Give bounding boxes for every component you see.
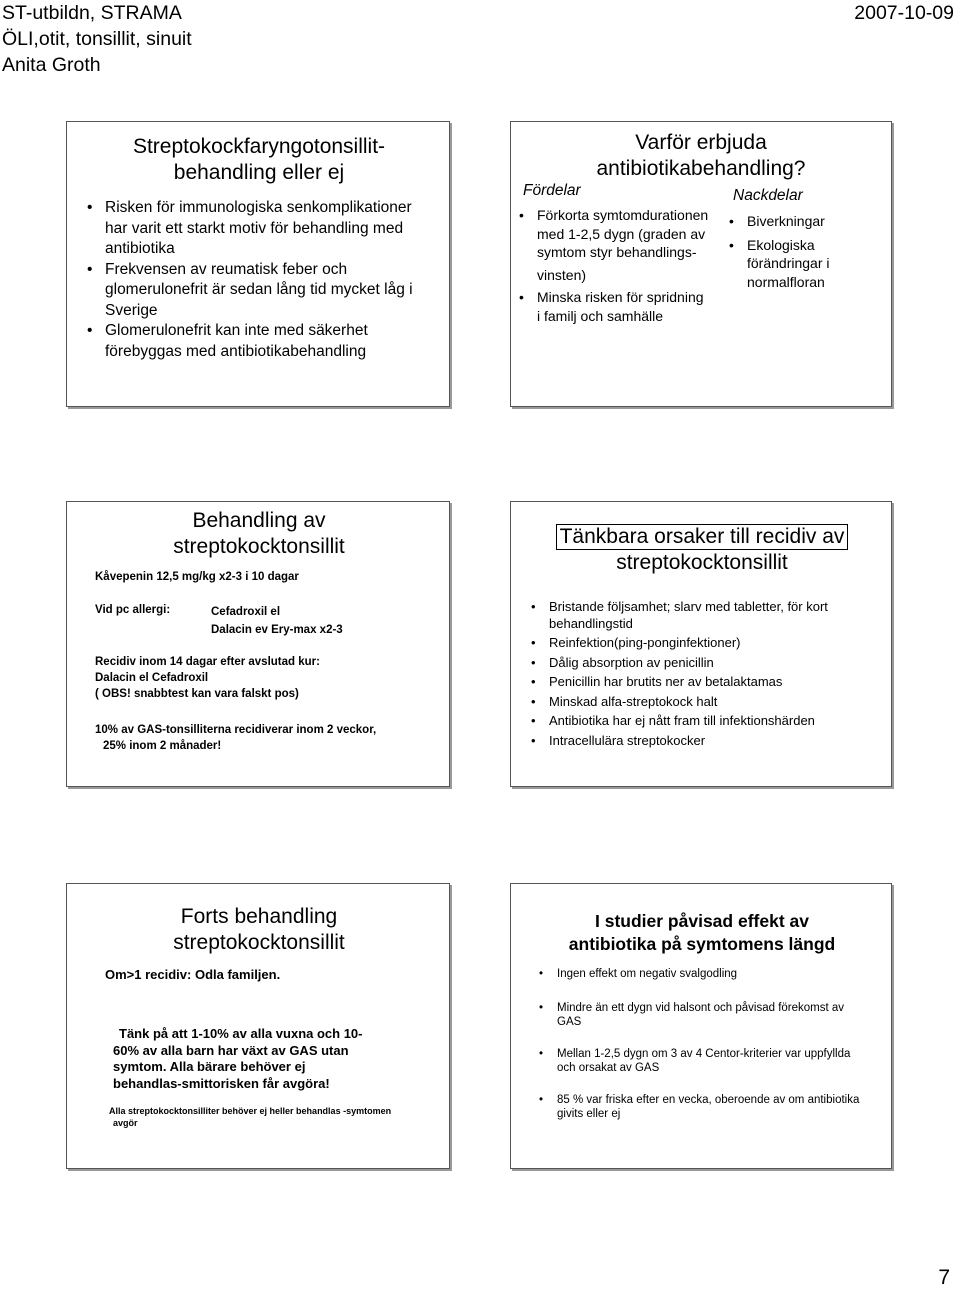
slide-title-line: Streptokockfaryngotonsillit-: [132, 135, 386, 158]
slide-title-line: I studier påvisad effekt av: [595, 911, 809, 931]
bullet-item: • Glomerulonefrit kan inte med säkerhet förebyggas med antibiotikabehandling: [87, 321, 437, 362]
bullet-item: • Förkorta symtomdurationen med 1-2,5 dygn (graden av symtom styr behandlings-: [519, 206, 709, 262]
slide-5: [66, 883, 450, 1169]
slide-title-line: Forts behandling: [180, 905, 338, 928]
small-note: [109, 1105, 391, 1129]
slide-title: [521, 910, 883, 956]
gas-recurrence-note: [95, 722, 376, 754]
header-line-author: Anita Groth: [2, 54, 101, 76]
slide-title-line: behandling eller ej: [173, 161, 345, 184]
bullet-item: • Mellan 1-2,5 dygn om 3 av 4 Centor-kriterier var uppfyllda och orsakat av GAS: [539, 1047, 871, 1076]
slide-title-line: antibiotika på symtomens längd: [568, 934, 836, 954]
paragraph-line: Tänk på att 1-10% av alla vuxna och 10-: [119, 1026, 363, 1041]
slide-3: [66, 501, 450, 787]
bullet-item: • 85 % var friska efter en vecka, oberoende av om antibiotika givits eller ej: [539, 1093, 871, 1122]
cons-heading: Nackdelar: [733, 187, 803, 204]
bullet-item: • Antibiotika har ej nått fram till infektionshärden: [531, 713, 871, 730]
slide-title: [523, 524, 881, 576]
slide-title: [87, 508, 431, 560]
slide-2: [510, 121, 892, 407]
slide-title-line: Varför erbjuda: [635, 131, 767, 154]
pros-heading: Fördelar: [523, 182, 581, 199]
bullet-item: • Intracellulära streptokocker: [531, 733, 871, 750]
gas-line: 10% av GAS-tonsilliterna recidiverar inom 2 veckor,: [95, 724, 377, 736]
bullet-item: • Risken för immunologiska senkomplikationer har varit ett starkt motiv för behandling med antibiotika: [87, 198, 437, 260]
small-note-line: avgör: [113, 1118, 138, 1128]
bullet-item: • Dålig absorption av penicillin: [531, 655, 871, 672]
bullet-list: [87, 198, 437, 362]
recidiv-line: Dalacin el Cefadroxil: [95, 672, 209, 684]
page-number: 7: [938, 1266, 950, 1289]
slide-title-line: Tänkbara orsaker till recidiv av: [556, 524, 849, 550]
recidiv-line: Recidiv inom 14 dagar efter avslutad kur:: [95, 656, 320, 668]
kavepenin-dosage: Kåvepenin 12,5 mg/kg x2-3 i 10 dagar: [95, 571, 299, 583]
pros-continuation: vinsten): [537, 266, 587, 283]
page-header: [2, 0, 192, 78]
bullet-item: • Biverkningar: [729, 212, 879, 231]
bullet-item: • Bristande följsamhet; slarv med tabletter, för kort behandlingstid: [531, 599, 871, 632]
header-line-topic: ÖLI,otit, tonsillit, sinuit: [2, 28, 192, 50]
slide-4: [510, 501, 892, 787]
header-date: 2007-10-09: [854, 2, 954, 24]
slide-title-line: streptokocktonsillit: [173, 535, 345, 558]
bullet-list: [539, 967, 871, 1122]
paragraph-line: symtom. Alla bärare behöver ej: [113, 1059, 306, 1074]
header-line-course: ST-utbildn, STRAMA: [2, 2, 182, 24]
bullet-item: • Penicillin har brutits ner av betalaktamas: [531, 674, 871, 691]
slide-title: [551, 130, 851, 182]
recidiv-line: ( OBS! snabbtest kan vara falskt pos): [95, 688, 299, 700]
bullet-item: • Minska risken för spridning i familj och samhälle: [519, 288, 709, 325]
allergy-line: Dalacin ev Ery-max x2-3: [211, 624, 343, 636]
paragraph-line: 60% av alla barn har växt av GAS utan: [113, 1042, 349, 1058]
slide-title: [127, 904, 391, 956]
pros-list: [519, 288, 709, 325]
slide-1: [66, 121, 450, 407]
small-note-line: Alla streptokocktonsilliter behöver ej heller behandlas -symtomen: [109, 1106, 392, 1116]
slide-title-line: Behandling av: [192, 509, 326, 532]
slide-title: [77, 134, 441, 186]
cons-list: [729, 212, 879, 291]
bullet-list: [531, 599, 871, 749]
bullet-item: • Reinfektion(ping-ponginfektioner): [531, 635, 871, 652]
pros-list: [519, 206, 709, 262]
slide-title-line: streptokocktonsillit: [616, 551, 788, 574]
gas-line: 25% inom 2 månader!: [103, 740, 222, 752]
slide-title-line: antibiotikabehandling?: [596, 157, 806, 180]
allergy-line: Cefadroxil el: [211, 606, 281, 618]
allergy-label: Vid pc allergi:: [95, 604, 171, 616]
recidiv-block: [95, 654, 320, 702]
bullet-item: • Ekologiska förändringar i normalfloran: [729, 236, 879, 292]
slide-6: [510, 883, 892, 1169]
bullet-item: • Frekvensen av reumatisk feber och glomerulonefrit är sedan lång tid mycket låg i Sverige: [87, 260, 437, 322]
pros-column: [519, 206, 709, 325]
slide-title-line: streptokocktonsillit: [173, 931, 345, 954]
paragraph-line: behandlas-smittorisken får avgöra!: [113, 1075, 330, 1091]
bullet-item: • Mindre än ett dygn vid halsont och påvisad förekomst av GAS: [539, 1001, 871, 1030]
gas-carrier-paragraph: [113, 1026, 363, 1092]
bullet-item: • Ingen effekt om negativ svalgodling: [539, 967, 871, 982]
allergy-alternatives: [211, 603, 343, 639]
recidiv-culture-line: Om>1 recidiv: Odla familjen.: [105, 967, 281, 982]
bullet-item: • Minskad alfa-streptokock halt: [531, 694, 871, 711]
